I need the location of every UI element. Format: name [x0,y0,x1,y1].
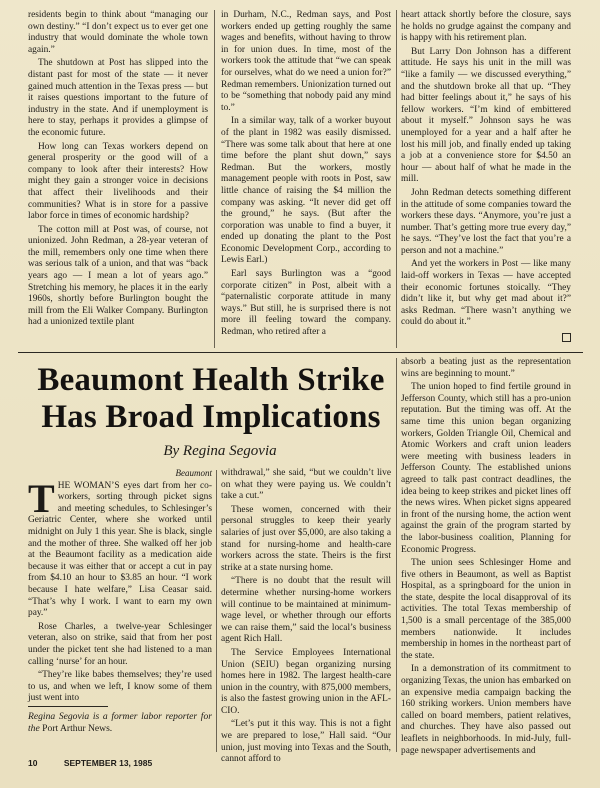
paragraph: “They’re like babes themselves; they’re used to us, and when we left, I know some of them just went into [28,670,212,704]
article-byline: By Regina Segovia [163,443,277,459]
paragraph: The shutdown at Post has slipped into the distant past for most of the state — it never gained much attention in the Texas press — but it raises questions important to the future of industry in the state. And if unemployment is here to stay, perhaps it provides a glimpse of the economic future. [28,58,208,138]
paragraph: These women, concerned with their personal struggles to keep their yearly salaries of just over $5,000, are also taking a stand for nursing-home and health-care workers across the state. Theirs is the first strike at a state nursing home. [221,504,391,573]
paragraph: And yet the workers in Post — like many laid-off workers in Texas — have accepted their economic fortunes stoically. “They didn’t like it, but why get mad about it?” asks Redman. “There wasn’t anything we could do about it.” [401,259,571,328]
bio-text: Regina Segovia is a former labor reporter for the Port Arthur News. [28,711,212,734]
paragraph: withdrawal,” she said, “but we couldn’t live on what they were paying us. We couldn’t take a cut.” [221,468,391,502]
section-rule [18,352,583,353]
paragraph: heart attack shortly before the closure, says he holds no grudge against the company and is happy with his retirement plan. [401,10,571,44]
paragraph: But Larry Don Johnson has a different attitude. He says his unit in the mill was “like a family — we discussed everything,” and the shutdown broke all that up. “They had bitter feelings about it,” he says of his fellow workers. “I’m kind of embittered about it myself.” Johnson says he was unemployed for a year and a half after he lost his mill job, and finally ended up taking a job at a convenience store for $4.50 an hour — about half of what he made in the mill. [401,46,571,185]
paragraph: residents begin to think about “managing our own destiny.” “I don’t expect us to ever get one industry that would dominate the whole town again.” [28,10,208,55]
paragraph: THE WOMAN’S eyes dart from her co-workers, sorting through picket signs and meeting schedules, to Schlesinger’s Geriatric Center, where she worked until midnight on July 1 this year. She is black, single and the mother of three. She walked off her job at the Beaumont facility as a medication aide because it was either that or accept a cut in pay from $4.10 an hour to $3.85 an hour. “I work because I hate welfare,” Lisa Ceasar said. “That’s why I work. I want to earn my own pay.” [28,475,212,619]
paragraph: Earl says Burlington was a “good corporate citizen” in Post, albeit with a “paternalistic corporate attitude in many ways.” But still, he is surprised there is not more ill feeling toward the company. Redman, who retired after a [221,269,391,338]
column-divider [396,358,397,752]
page-number: 10 [28,758,38,768]
paragraph: John Redman detects something different in the attitude of some companies toward the workers these days. “Anymore, you’re just a number. That’s getting more true every day,” he says. “They’ve lost the fact that you’re a person and not a machine.” [401,187,571,256]
paragraph: Rose Charles, a twelve-year Schlesinger veteran, also on strike, said that from her post under the picket tent she had listened to a man calling ‘nurse’ for an hour. [28,621,212,667]
paragraph: How long can Texas workers depend on general prosperity or the good will of a company to look after their interests? How might they gain a stronger voice in decisions that affect their livelihoods and their communities? What is in store for a passive labor force in times of economic hardship? [28,141,208,222]
issue-date: SEPTEMBER 13, 1985 [63,758,153,768]
top-column-3 [401,10,571,350]
drop-cap: T [28,475,55,521]
column-divider [396,10,397,348]
article-column-3 [401,357,572,756]
paragraph: “There is no doubt that the result will determine whether nursing-home workers will continue to be maintained at minimum-wage level, or whether through our efforts we can raise them,” said the local’s business agent Rich Hall. [221,576,391,645]
dateline: Beaumont [175,468,212,478]
column-divider [216,470,217,752]
paragraph: The cotton mill at Post was, of course, not unionized. John Redman, a 28-year veteran of the mill, remembers only one time when there was serious talk of a union, and that was “back years ago — I mean a lot of years ago.” Stretching his memory, he places it in the early 1960s, shortly before Burlington bought the mill from the Eli Walker Company. Burlington had a unionized textile plant [28,224,208,328]
paragraph: In a demonstration of its commitment to organizing Texas, the union has embarked on an expensive media campaign backing the 160 striking workers. Union members have called on board members, patient relatives, and churches. They have also passed out leaflets in neighborhoods. In mid-July, full-page newspaper advertisements and [401,664,571,756]
paragraph: The union hoped to find fertile ground in Jefferson County, which still has a pro-union reputation. But the timing was off. At the same time this union began organizing workers, Golden Triangle Oil, Chemical and Atomic Workers and craft union leaders were meeting with business leaders in Jefferson County. The established unions agreed to talk past contract deadlines, the idea being to keep strikes and picket lines off the news wires. When picket signs appeared in front of the nursing home, the action went against the grain of the program started by the labor-business coalition, Planning for Economic Progress. [401,382,571,555]
end-of-article-mark [562,333,571,342]
top-column-1 [28,10,208,350]
paragraph: The Service Employees International Union (SEIU) began organizing nursing homes here in 1982. The largest health-care union in the country, with 875,000 members, is also the fastest growing union in the AFL-CIO. [221,647,391,716]
paragraph: The union sees Schlesinger Home and five others in Beaumont, as well as Baptist Hospital, as a springboard for the union in the state, despite the local disapproval of its activities. The total Texas membership of 1,500 is a small percentage of the 385,000 members nationwide. It includes membership in homes in the northeast part of the state. [401,558,572,661]
paragraph: “Let’s put it this way. This is not a fight we are prepared to lose,” Hall said. “Our union, just moving into Texas and the South, cannot afford to [221,719,391,765]
bio-rule [28,706,108,707]
column-divider [214,10,215,348]
paragraph: In a similar way, talk of a worker buyout of the plant in 1982 was easily dismissed. “There was some talk about that here at one time before the plant shut down,” says Redman. But the workers, mostly management people with roots in Post, saw little chance of raising the $4 million the company was asking. “It never did get off the ground,” he says. (But after the corporation was unable to find a buyer, it ended up donating the plant to the Post Economic Development Corp., according to Lewis Earl.) [221,116,391,266]
author-bio [28,700,212,750]
article-column-2 [221,468,391,765]
paragraph: absorb a beating just as the representation wins are beginning to mount.” [401,357,571,379]
paragraph: in Durham, N.C., Redman says, and Post workers ended up getting roughly the same wages and benefits, without having to throw in for union dues. In time, most of the workers took the attitude that “we can speak for ourselves, what do we need a union for?” Redman remembers. Unionization turned out to be “something that nobody paid any mind to.” [221,10,391,113]
page-footer [28,758,328,768]
top-column-2 [221,10,391,350]
article-headline: Beaumont Health Strike Has Broad Implications [37,362,385,435]
